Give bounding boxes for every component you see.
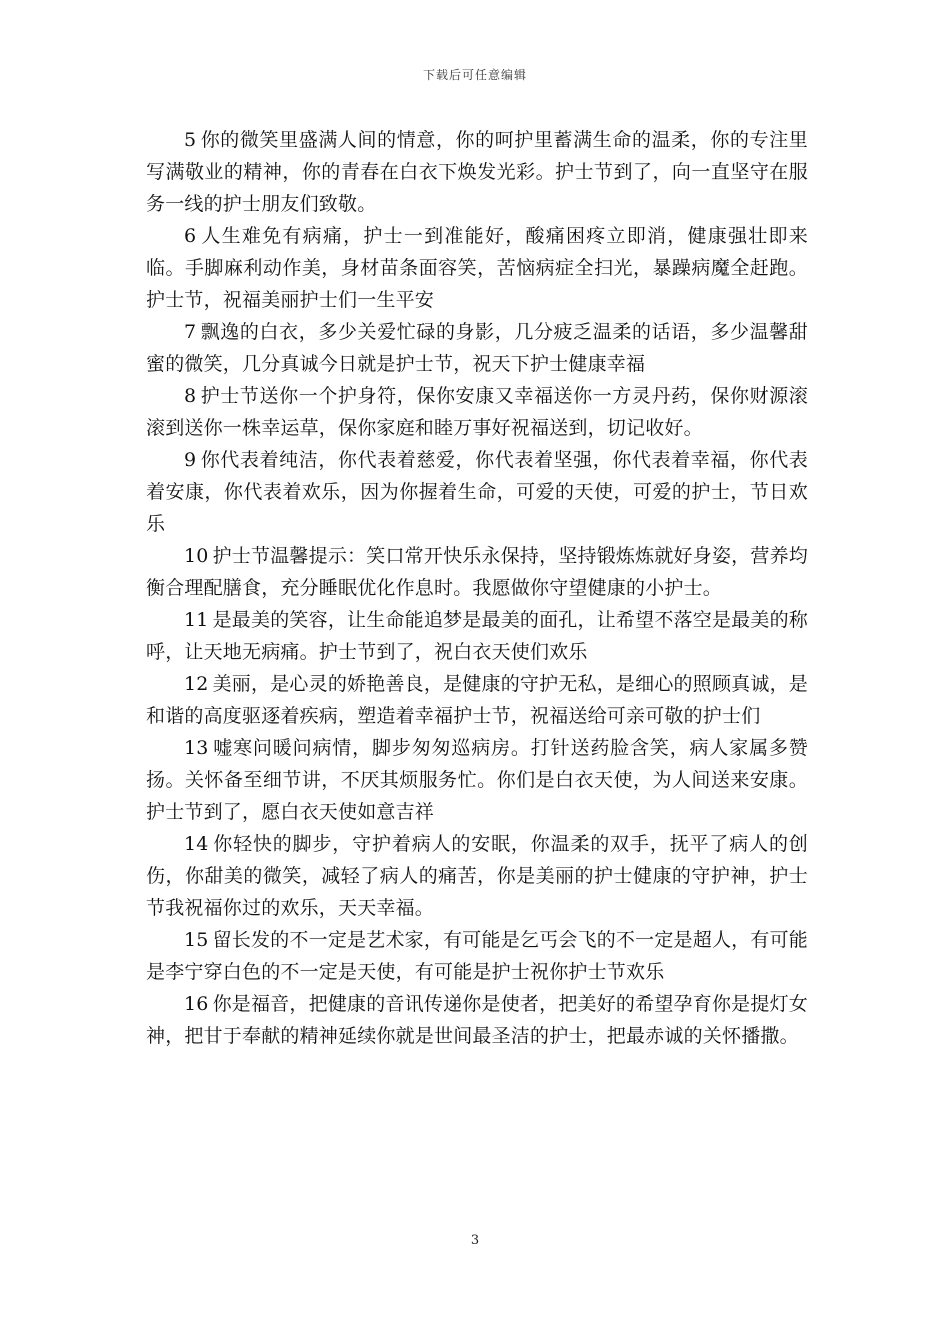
document-body — [146, 124, 808, 1052]
paragraph-text: 护士节温馨提示：笑口常开快乐永保持，坚持锻炼炼就好身姿，营养均衡合理配膳食，充分睡眠优化作息时。我愿做你守望健康的小护士。 — [146, 545, 808, 599]
paragraph-number: 6 — [184, 225, 197, 247]
page-header: 下载后可任意编辑 — [422, 68, 527, 82]
paragraph-text: 留长发的不一定是艺术家，有可能是乞丐会飞的不一定是超人，有可能是李宁穿白色的不一定是天使，有可能是护士祝你护士节欢乐 — [146, 929, 808, 983]
paragraph-number: 12 — [184, 673, 209, 695]
paragraph-text: 你是福音，把健康的音讯传递你是使者，把美好的希望孕育你是提灯女神，把甘于奉献的精神延续你就是世间最圣洁的护士，把最赤诚的关怀播撒。 — [146, 993, 808, 1047]
paragraph-10 — [146, 540, 808, 604]
paragraph-text: 你代表着纯洁，你代表着慈爱，你代表着坚强，你代表着幸福，你代表着安康，你代表着欢乐，因为你握着生命，可爱的天使，可爱的护士，节日欢乐 — [146, 449, 808, 535]
paragraph-14 — [146, 828, 808, 924]
paragraph-number: 8 — [184, 385, 197, 407]
paragraph-number: 9 — [184, 449, 197, 471]
paragraph-number: 7 — [184, 321, 197, 343]
paragraph-12 — [146, 668, 808, 732]
paragraph-15 — [146, 924, 808, 988]
paragraph-number: 5 — [184, 129, 197, 151]
paragraph-number: 15 — [184, 929, 209, 951]
paragraph-11 — [146, 604, 808, 668]
paragraph-number: 11 — [184, 609, 209, 631]
paragraph-7 — [146, 316, 808, 380]
page-number: 3 — [470, 1233, 480, 1248]
paragraph-number: 10 — [184, 545, 209, 567]
paragraph-text: 你的微笑里盛满人间的情意，你的呵护里蓄满生命的温柔，你的专注里写满敬业的精神，你的青春在白衣下焕发光彩。护士节到了，向一直坚守在服务一线的护士朋友们致敬。 — [146, 129, 808, 215]
paragraph-text: 你轻快的脚步，守护着病人的安眠，你温柔的双手，抚平了病人的创伤，你甜美的微笑，减轻了病人的痛苦，你是美丽的护士健康的守护神，护士节我祝福你过的欢乐，天天幸福。 — [146, 833, 808, 919]
paragraph-text: 飘逸的白衣，多少关爱忙碌的身影，几分疲乏温柔的话语，多少温馨甜蜜的微笑，几分真诚今日就是护士节，祝天下护士健康幸福 — [146, 321, 808, 375]
paragraph-text: 人生难免有病痛，护士一到准能好，酸痛困疼立即消，健康强壮即来临。手脚麻利动作美，身材苗条面容笑，苦恼病症全扫光，暴躁病魔全赶跑。护士节，祝福美丽护士们一生平安 — [146, 225, 808, 311]
paragraph-text: 护士节送你一个护身符，保你安康又幸福送你一方灵丹药，保你财源滚滚到送你一株幸运草，保你家庭和睦万事好祝福送到，切记收好。 — [146, 385, 808, 439]
paragraph-text: 美丽，是心灵的娇艳善良，是健康的守护无私，是细心的照顾真诚，是和谐的高度驱逐着疾病，塑造着幸福护士节，祝福送给可亲可敬的护士们 — [146, 673, 808, 727]
paragraph-text: 嘘寒问暖问病情，脚步匆匆巡病房。打针送药脸含笑，病人家属多赞扬。关怀备至细节讲，不厌其烦服务忙。你们是白衣天使，为人间送来安康。护士节到了，愿白衣天使如意吉祥 — [146, 737, 808, 823]
paragraph-text: 是最美的笑容，让生命能追梦是最美的面孔，让希望不落空是最美的称呼，让天地无病痛。护士节到了，祝白衣天使们欢乐 — [146, 609, 808, 663]
paragraph-number: 16 — [184, 993, 209, 1015]
paragraph-5 — [146, 124, 808, 220]
paragraph-number: 14 — [184, 833, 209, 855]
paragraph-6 — [146, 220, 808, 316]
paragraph-9 — [146, 444, 808, 540]
paragraph-16 — [146, 988, 808, 1052]
paragraph-number: 13 — [184, 737, 209, 759]
paragraph-8 — [146, 380, 808, 444]
paragraph-13 — [146, 732, 808, 828]
